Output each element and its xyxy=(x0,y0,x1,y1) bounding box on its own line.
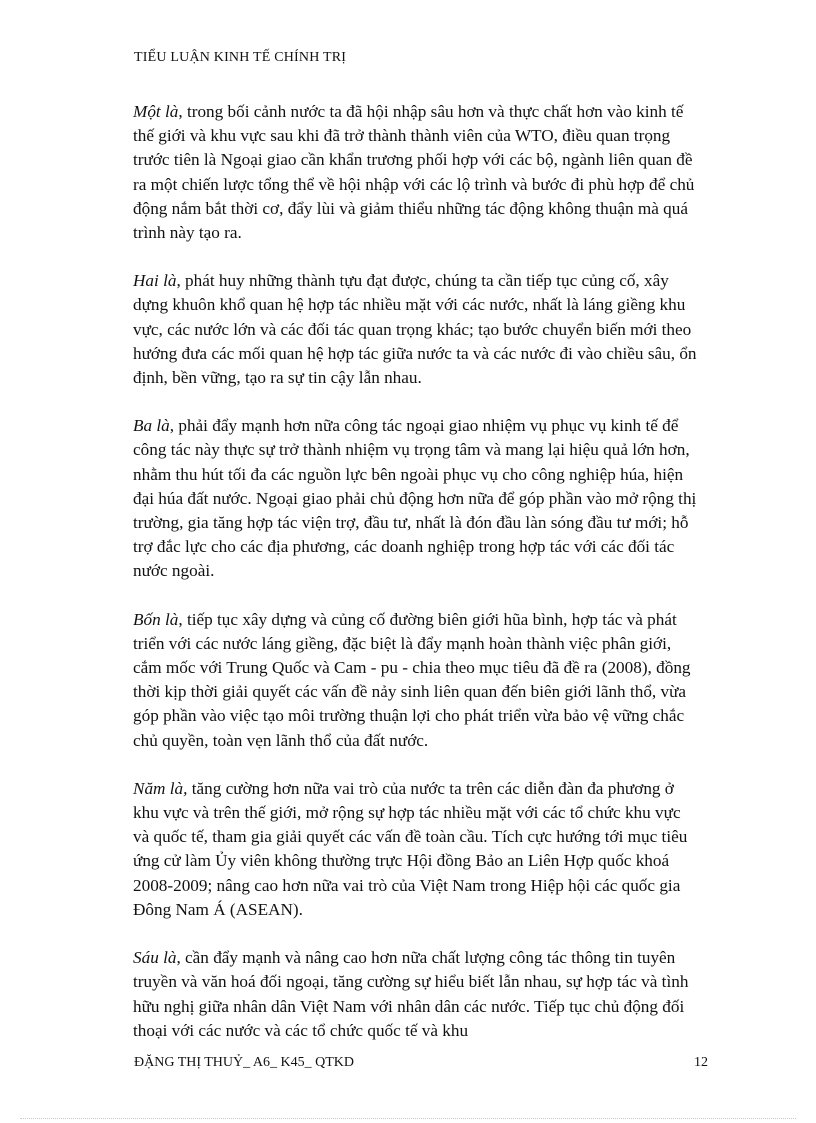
page-footer-author: ĐẶNG THỊ THUỶ_ A6_ K45_ QTKD xyxy=(134,1055,354,1070)
paragraph-3-lead: Ba là xyxy=(133,416,170,436)
paragraph-6-text: , cần đẩy mạnh và nâng cao hơn nữa chất lượng công tác thông tin tuyên truyền và văn hoá đối ngoại, tăng cường sự hiểu biết lẫn nhau, sự hợp tác và tình hữu nghị giữa nhân dân Việt Nam với nhân dân các nước. Tiếp tục chủ động đối thoại với các nước và các tổ chức quốc tế và khu xyxy=(133,948,689,1040)
paragraph-3 xyxy=(133,414,699,583)
page-body xyxy=(133,100,699,1067)
paragraph-3-text: , phải đẩy mạnh hơn nữa công tác ngoại giao nhiệm vụ phục vụ kinh tế để công tác này thực sự trở thành nhiệm vụ trọng tâm và mang lại hiệu quả lớn hơn, nhằm thu hút tối đa các nguồn lực bên ngoài phục vụ cho công nghiệp húa, hiện đại húa đất nước. Ngoại giao phải chủ động hơn nữa để góp phần vào mở rộng thị trường, gia tăng hợp tác viện trợ, đầu tư, nhất là đón đầu làn sóng đầu tư mới; hỗ trợ đắc lực cho các địa phương, các doanh nghiệp trong hợp tác với các đối tác nước ngoài. xyxy=(133,416,697,581)
page-bottom-divider xyxy=(20,1118,796,1119)
paragraph-2-text: , phát huy những thành tựu đạt được, chúng ta cần tiếp tục củng cố, xây dựng khuôn khổ quan hệ hợp tác nhiều mặt với các nước, nhất là láng giềng khu vực, các nước lớn và các đối tác quan trọng khác; tạo bước chuyển biến mới theo hướng đưa các mối quan hệ hợp tác giữa nước ta và các nước đi vào chiều sâu, ổn định, bền vững, tạo ra sự tin cậy lẫn nhau. xyxy=(133,271,697,388)
paragraph-2 xyxy=(133,269,699,390)
paragraph-2-lead: Hai là xyxy=(133,271,177,291)
paragraph-4-text: , tiếp tục xây dựng và củng cố đường biên giới hũa bình, hợp tác và phát triển với các nước láng giềng, đặc biệt là đẩy mạnh hoàn thành việc phân giới, cắm mốc với Trung Quốc và Cam - pu - chia theo mục tiêu đã đề ra (2008), đồng thời kịp thời giải quyết các vấn đề nảy sinh liên quan đến biên giới lãnh thổ, vừa góp phần vào việc tạo môi trường thuận lợi cho phát triển vừa bảo vệ vững chắc chủ quyền, toàn vẹn lãnh thổ của đất nước. xyxy=(133,609,691,750)
paragraph-5 xyxy=(133,777,699,922)
paragraph-1-lead: Một là xyxy=(133,102,179,121)
page-header-title: TIỂU LUẬN KINH TẾ CHÍNH TRỊ xyxy=(134,50,347,65)
paragraph-5-text: tăng cường hơn nữa vai trò của nước ta trên các diễn đàn đa phương ở khu vực và trên thế giới, mở rộng sự hợp tác nhiều mặt với các tổ chức khu vực và quốc tế, tham gia giải quyết các vấn đề toàn cầu. Tích cực hướng tới mục tiêu ứng cử làm Ủy viên không thường trực Hội đồng Bảo an Liên Hợp quốc khoá 2008-2009; nâng cao hơn nữa vai trò của Việt Nam trong Hiệp hội các quốc gia Đông Nam Á (ASEAN). xyxy=(133,778,688,919)
paragraph-5-lead: Năm là, xyxy=(133,778,188,798)
paragraph-6 xyxy=(133,946,699,1043)
paragraph-1 xyxy=(133,100,699,245)
paragraph-1-text: , trong bối cảnh nước ta đã hội nhập sâu hơn và thực chất hơn vào kinh tế thế giới và khu vực sau khi đã trở thành thành viên của WTO, điều quan trọng trước tiên là Ngoại giao cần khẩn trương phối hợp với các bộ, ngành liên quan đề ra một chiến lược tổng thể về hội nhập với các lộ trình và bước đi phù hợp để chủ động nắm bắt thời cơ, đẩy lùi và giảm thiểu những tác động không thuận mà quá trình này tạo ra. xyxy=(133,102,695,243)
page-number: 12 xyxy=(694,1055,708,1070)
paragraph-4 xyxy=(133,608,699,753)
paragraph-6-lead: Sáu là xyxy=(133,948,177,968)
paragraph-4-lead: Bốn là xyxy=(133,609,179,629)
